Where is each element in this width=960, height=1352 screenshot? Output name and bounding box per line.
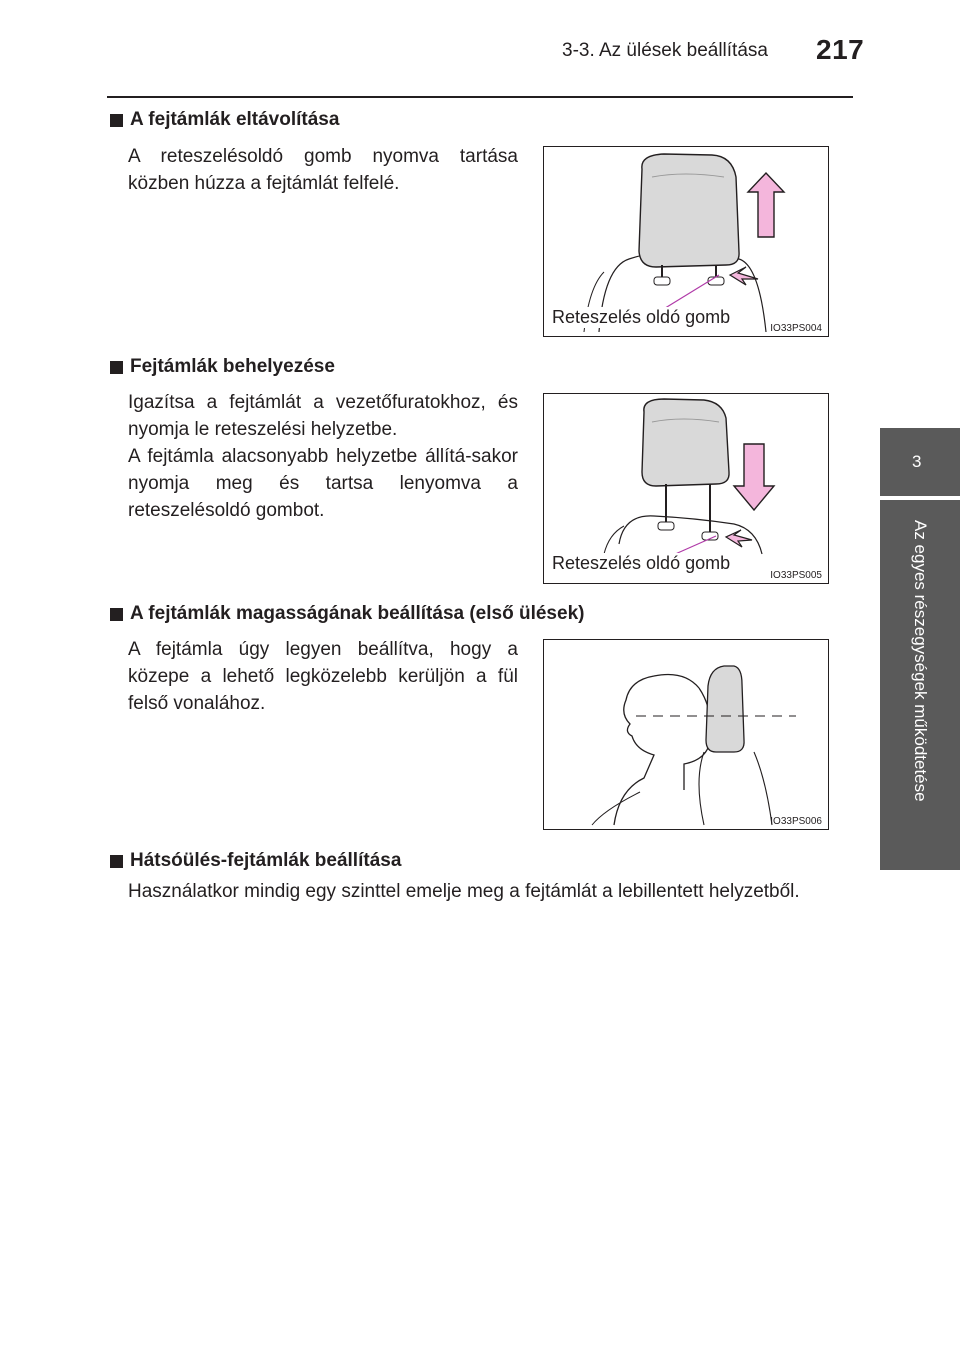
section-bullet-icon (110, 855, 123, 868)
installation-note: A fejtámla alacsonyabb helyzetbe állítá-sakor nyomja meg és tartsa lenyomva a reteszelésoldó gombot. (128, 446, 518, 521)
height-adjust-instruction: A fejtámla úgy legyen beállítva, hogy a közepe a lehető legközelebb kerüljön a fül felső vonalához. (128, 639, 518, 714)
side-tab-number (880, 428, 960, 496)
section-bullet-icon (110, 608, 123, 621)
figure-callout-label: Reteszelés oldó gomb (552, 553, 731, 573)
figure-removal (543, 146, 829, 337)
section-bullet-icon (110, 114, 123, 127)
figure-code: IO33PS006 (770, 816, 822, 827)
section-bullet-icon (110, 361, 123, 374)
page-number: 217 (816, 34, 865, 65)
side-tab-label (880, 500, 960, 870)
arrow-up-icon (748, 173, 784, 237)
header-title: 3-3. Az ülések beállítása (562, 40, 768, 61)
header-rule (107, 96, 853, 98)
figure-code: IO33PS005 (770, 570, 822, 581)
rear-headrest-instruction: Használatkor mindig egy szinttel emelje meg a fejtámlát a lebillentett helyzetből. (128, 881, 800, 902)
section-title-height-adjust: A fejtámlák magasságának beállítása (első ülések) (110, 603, 584, 625)
section-title-rear-headrests: Hátsóülés-fejtámlák beállítása (110, 850, 401, 872)
arrow-press-icon (726, 530, 752, 547)
figure-height-adjust (543, 639, 829, 830)
installation-instruction: Igazítsa a fejtámlát a vezetőfuratokhoz, és nyomja le reteszelési helyzetbe. (128, 392, 518, 440)
section-title-removal: A fejtámlák eltávolítása (110, 109, 339, 131)
chapter-number: 3 (912, 452, 922, 471)
arrow-down-icon (734, 444, 774, 510)
figure-installation (543, 393, 829, 584)
figure-code: IO33PS004 (770, 323, 822, 334)
section-title-installation: Fejtámlák behelyezése (110, 356, 335, 378)
chapter-label: Az egyes részegységek működtetése (911, 520, 930, 802)
figure-callout-label: Reteszelés oldó gomb (552, 307, 731, 327)
head-position-illustration (544, 640, 828, 829)
removal-instruction: A reteszelésoldó gomb nyomva tartása közben húzza a fejtámlát felfelé. (128, 146, 518, 194)
